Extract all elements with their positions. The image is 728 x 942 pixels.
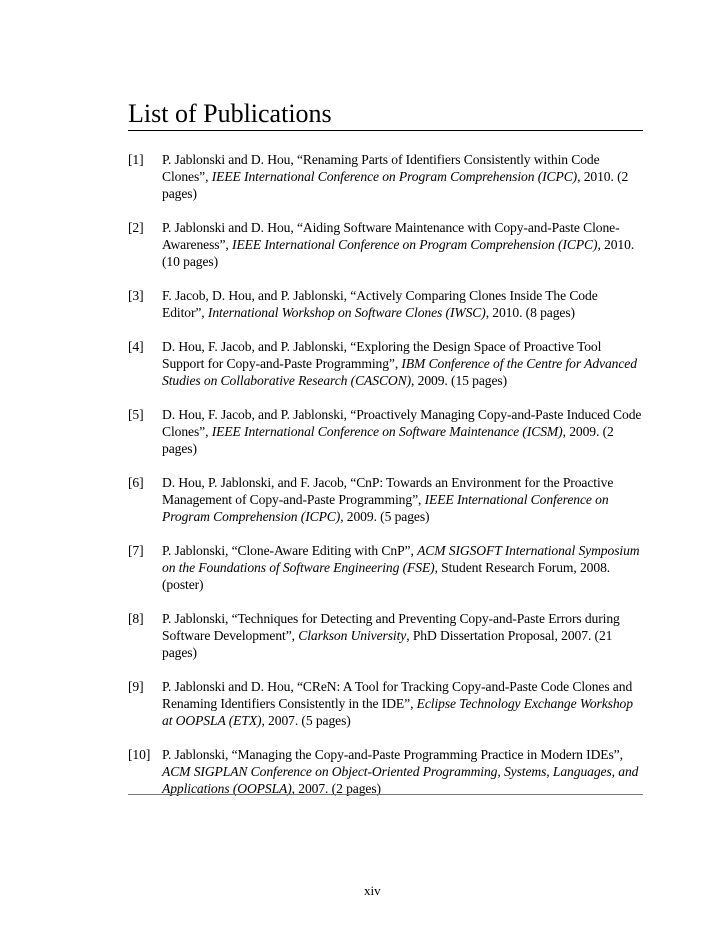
publication-title: “CnP: Towards an Environment for the Proactive Management of Copy-and-Paste Programming”, — [162, 475, 614, 507]
publication-authors: P. Jablonski, — [162, 611, 232, 626]
publication-item — [128, 219, 643, 270]
publication-details: , 2010. (8 pages) — [485, 305, 575, 320]
publication-number: [1] — [128, 152, 144, 167]
publication-number: [6] — [128, 475, 144, 490]
publication-title: “CReN: A Tool for Tracking Copy-and-Paste Code Clones and Renaming Identifiers Consistently in the IDE”, — [162, 679, 633, 711]
publication-item — [128, 542, 643, 593]
publication-title: “Proactively Managing Copy-and-Paste Induced Code Clones”, — [162, 407, 642, 439]
publication-authors: P. Jablonski and D. Hou, — [162, 679, 297, 694]
publication-venue: Clarkson University — [298, 628, 407, 643]
publication-details: , 2009. (15 pages) — [411, 373, 508, 388]
publication-details: , PhD Dissertation Proposal, 2007. (21 pages) — [162, 628, 613, 660]
publication-authors: P. Jablonski and D. Hou, — [162, 220, 297, 235]
publication-details: , 2007. (2 pages) — [291, 781, 381, 796]
publication-item — [128, 338, 643, 389]
publication-list — [128, 151, 643, 814]
publication-details: , 2009. (5 pages) — [340, 509, 430, 524]
publication-authors: D. Hou, F. Jacob, and P. Jablonski, — [162, 339, 351, 354]
publication-item — [128, 474, 643, 525]
publication-number: [7] — [128, 543, 144, 558]
page-title: List of Publications — [128, 99, 332, 128]
publication-item — [128, 151, 643, 202]
page-number: xiv — [364, 883, 381, 898]
publication-authors: F. Jacob, D. Hou, and P. Jablonski, — [162, 288, 351, 303]
publication-venue: IEEE International Conference on Program Comprehension (ICPC) — [162, 492, 609, 524]
publication-item — [128, 610, 643, 661]
publication-authors: P. Jablonski, — [162, 543, 232, 558]
publication-title: “Clone-Aware Editing with CnP”, — [231, 543, 418, 558]
publication-item — [128, 406, 643, 457]
bottom-divider — [128, 794, 643, 795]
publication-item — [128, 746, 643, 797]
publication-number: [8] — [128, 611, 144, 626]
publication-details: , 2009. (2 pages) — [162, 424, 614, 456]
publication-authors: D. Hou, F. Jacob, and P. Jablonski, — [162, 407, 351, 422]
publication-title: “Actively Comparing Clones Inside The Code Editor”, — [162, 288, 598, 320]
publication-details: , Student Research Forum, 2008. (poster) — [162, 560, 611, 592]
publication-number: [9] — [128, 679, 144, 694]
publication-number: [2] — [128, 220, 144, 235]
publication-venue: IEEE International Conference on Program Comprehension (ICPC) — [211, 169, 578, 184]
publication-details: , 2010. (2 pages) — [162, 169, 629, 201]
publication-details: , 2007. (5 pages) — [261, 713, 351, 728]
publication-title: “Techniques for Detecting and Preventing Copy-and-Paste Errors during Software Development”, — [162, 611, 620, 643]
publication-authors: D. Hou, P. Jablonski, and F. Jacob, — [162, 475, 351, 490]
publication-number: [4] — [128, 339, 144, 354]
publication-venue: IEEE International Conference on Program Comprehension (ICPC) — [232, 237, 598, 252]
publication-authors: P. Jablonski and D. Hou, — [162, 152, 297, 167]
publication-number: [10] — [128, 747, 151, 762]
publication-title: “Managing the Copy-and-Paste Programming Practice in Modern IDEs”, — [231, 747, 623, 762]
publication-title: “Renaming Parts of Identifiers Consistently within Code Clones”, — [162, 152, 600, 184]
publication-venue: ACM SIGSOFT International Symposium on the Foundations of Software Engineering (FSE) — [162, 543, 640, 575]
publication-venue: International Workshop on Software Clones (IWSC) — [207, 305, 486, 320]
publication-title: “Exploring the Design Space of Proactive Tool Support for Copy-and-Paste Programming”, — [162, 339, 602, 371]
publication-number: [5] — [128, 407, 144, 422]
publication-details: , 2010. (10 pages) — [162, 237, 635, 269]
publication-venue: IBM Conference of the Centre for Advanced Studies on Collaborative Research (CASCON) — [162, 356, 637, 388]
title-underline — [128, 130, 643, 131]
publication-authors: P. Jablonski, — [162, 747, 232, 762]
publication-venue: IEEE International Conference on Software Maintenance (ICSM) — [211, 424, 563, 439]
publication-number: [3] — [128, 288, 144, 303]
publication-venue: ACM SIGPLAN Conference on Object-Oriented Programming, Systems, Languages, and Applications (OOPSLA) — [162, 764, 639, 796]
publication-item — [128, 287, 643, 321]
publication-item — [128, 678, 643, 729]
publication-venue: Eclipse Technology Exchange Workshop at OOPSLA (ETX) — [162, 696, 633, 728]
publication-title: “Aiding Software Maintenance with Copy-and-Paste Clone-Awareness”, — [162, 220, 620, 252]
